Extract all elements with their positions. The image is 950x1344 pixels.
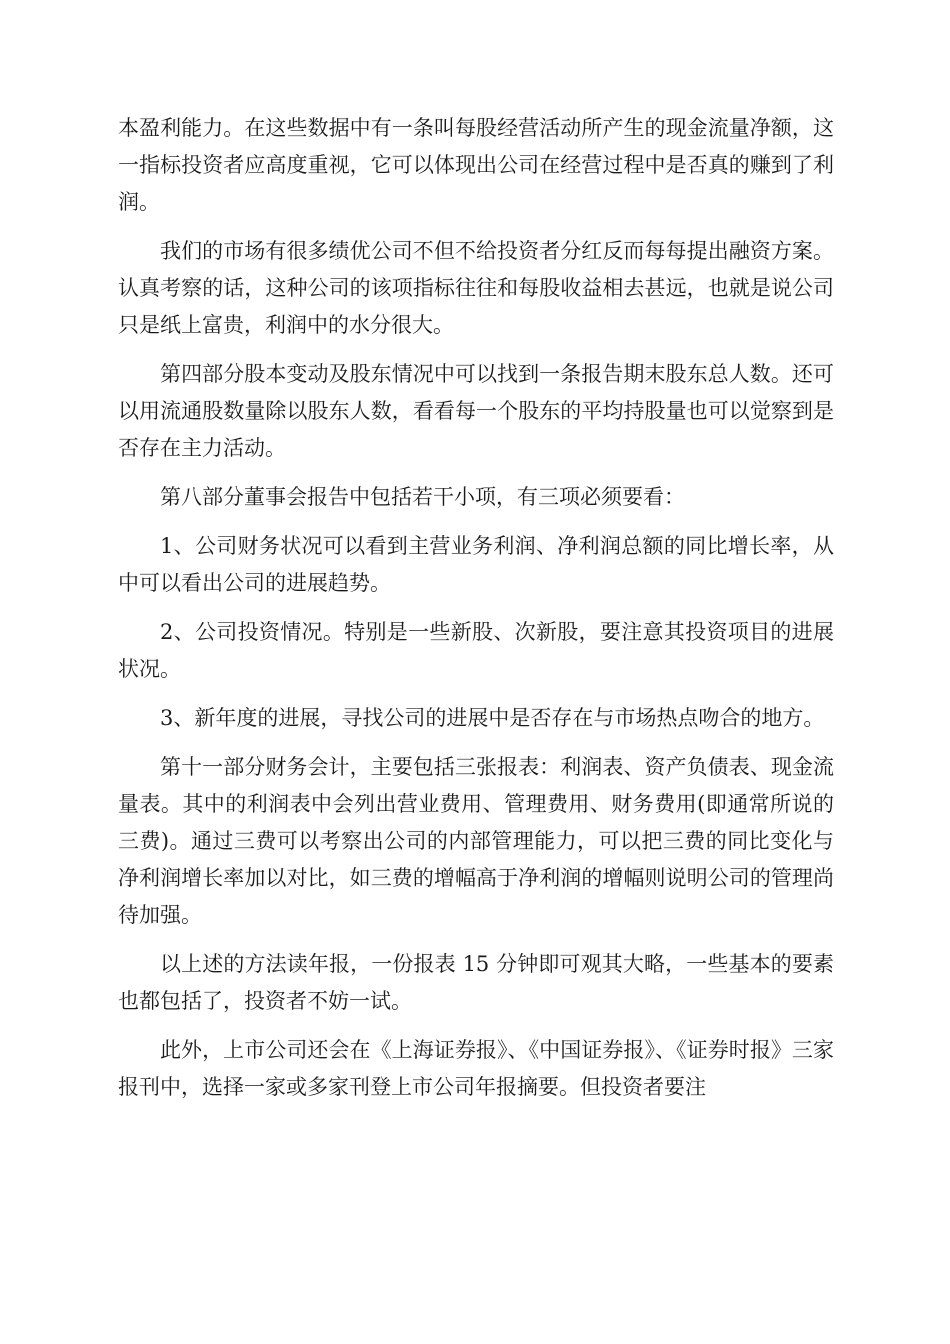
paragraph-7: 此外，上市公司还会在《上海证券报》、《中国证券报》、《证券时报》三家报刊中，选择一家或多家刊登上市公司年报摘要。但投资者要注 — [118, 1038, 834, 1099]
paragraph-1: 本盈利能力。在这些数据中有一条叫每股经营活动所产生的现金流量净额，这一指标投资者应高度重视，它可以体现出公司在经营过程中是否真的赚到了利润。 — [118, 116, 834, 214]
list-item-2: 2、公司投资情况。特别是一些新股、次新股，要注意其投资项目的进展状况。 — [118, 620, 834, 681]
list-item-1: 1、公司财务状况可以看到主营业务利润、净利润总额的同比增长率，从中可以看出公司的进展趋势。 — [118, 534, 834, 595]
paragraph-3: 第四部分股本变动及股东情况中可以找到一条报告期末股东总人数。还可以用流通股数量除以股东人数，看看每一个股东的平均持股量也可以觉察到是否存在主力活动。 — [118, 362, 834, 460]
paragraph-5: 第十一部分财务会计，主要包括三张报表：利润表、资产负债表、现金流量表。其中的利润表中会列出营业费用、管理费用、财务费用(即通常所说的三费)。通过三费可以考察出公司的内部管理能力，可以把三费的同比变化与净利润增长率加以对比，如三费的增幅高于净利润的增幅则说明公司的管理尚待加强。 — [118, 755, 834, 927]
list-item-3: 3、新年度的进展，寻找公司的进展中是否存在与市场热点吻合的地方。 — [160, 706, 825, 730]
paragraph-2: 我们的市场有很多绩优公司不但不给投资者分红反而每每提出融资方案。认真考察的话，这种公司的该项指标往往和每股收益相去甚远，也就是说公司只是纸上富贵，利润中的水分很大。 — [118, 239, 834, 337]
document-page — [118, 110, 834, 1118]
paragraph-6: 以上述的方法读年报，一份报表 15 分钟即可观其大略，一些基本的要素也都包括了，投资者不妨一试。 — [118, 952, 834, 1013]
paragraph-4: 第八部分董事会报告中包括若干小项，有三项必须要看： — [160, 485, 685, 509]
